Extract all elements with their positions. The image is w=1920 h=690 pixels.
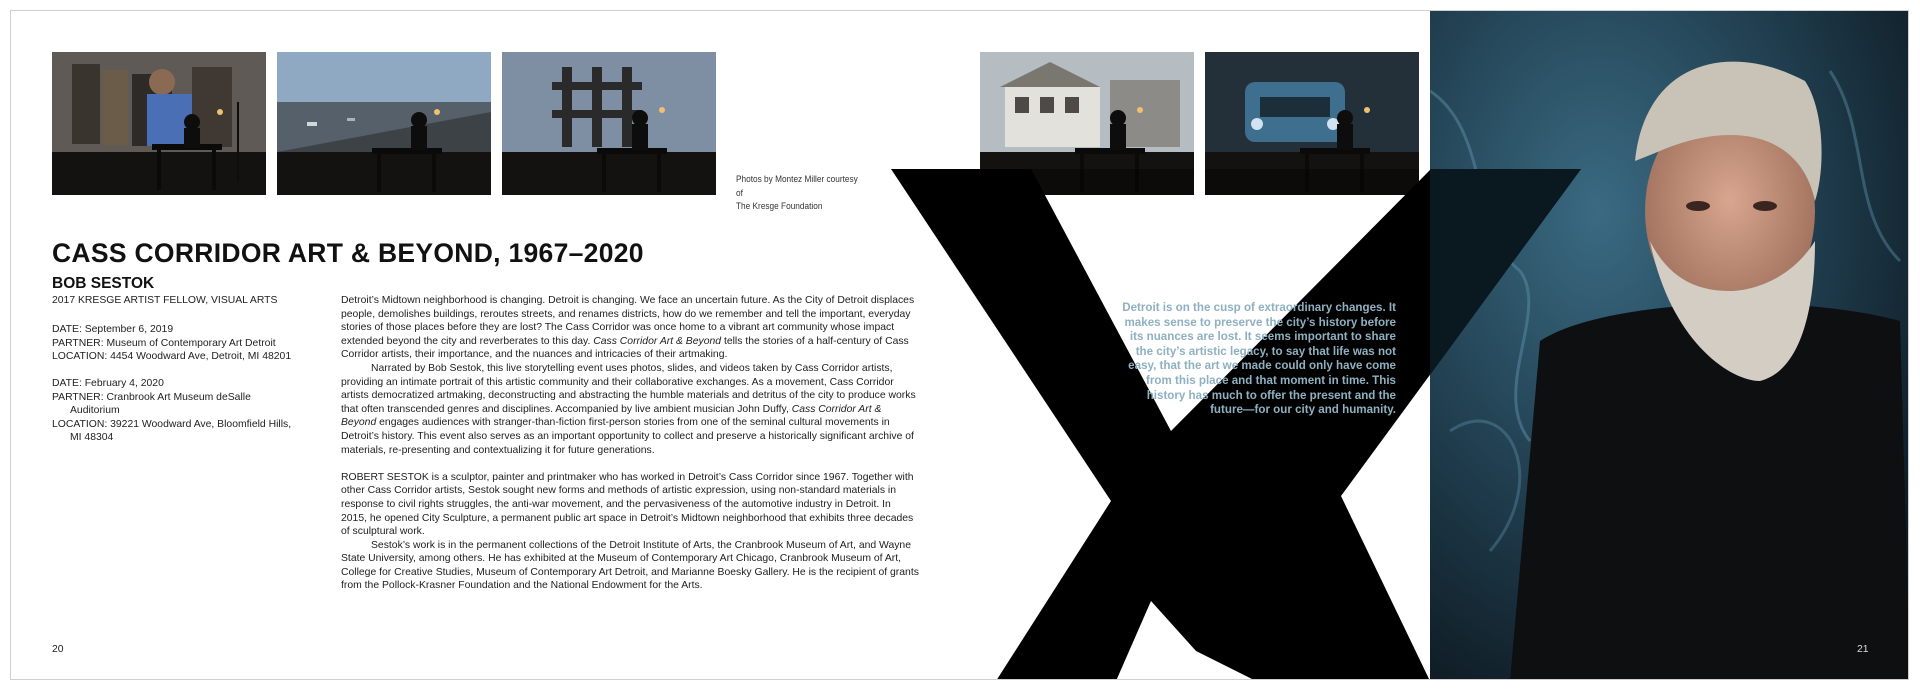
text-run: engages audiences with stranger-than-fiction first-person stories from one of the seminal cultural movements in Detroit’s history. This event also serves as an important opportunity to collect and preserve a historically significant archive of materials, re-presenting and contextualizing it for future generations. [341, 417, 914, 456]
event-date: DATE: February 4, 2020 [52, 378, 164, 389]
caption-line-1: Photos by Montez Miller courtesy of [736, 174, 858, 198]
article-title: CASS CORRIDOR ART & BEYOND, 1967–2020 [52, 238, 644, 268]
x-graphic [11, 11, 1909, 680]
magazine-spread [10, 10, 1909, 680]
page-number-right: 21 [1857, 644, 1869, 655]
pull-quote: Detroit is on the cusp of extraordinary changes. It makes sense to preserve the city’s history before its nuances are lost. It seems important to share the city’s artistic legacy, to say that life was not easy, that the art we made could only have come from this place and that moment in time. This history has much to offer the present and the future—for our city and humanity. [1122, 301, 1396, 417]
text-run: Detroit’s Midtown neighborhood is changing. Detroit is changing. We face an uncertain future. As the City of Detroit displaces people, demolishes buildings, reroutes streets, and renames districts, how do we remember and tell the important, everyday stories of those places before they are lost? The Cass Corridor was once home to a vibrant art community whose impact extended beyond the city and reverberates to this day. [341, 295, 915, 347]
caption-line-2: The Kresge Foundation [736, 201, 823, 211]
text-run: tells the stories of a half-century of Cass Corridor artists, their importance, and the nuances and intricacies of their artmaking. [341, 335, 909, 361]
page-number-left: 20 [52, 644, 64, 655]
event-location-cont: MI 48304 [70, 432, 114, 444]
fellowship-line: 2017 KRESGE ARTIST FELLOW, VISUAL ARTS [52, 295, 278, 306]
bio-paragraph-2: Sestok’s work is in the permanent collections of the Detroit Institute of Arts, the Cranbrook Museum of Art, and Wayne State University, among others. He has exhibited at the Museum of Contemporary Art Chicago, Cranbrook Museum of Art, College for Creative Studies, Museum of Contemporary Art Detroit, and Marianne Boesky Gallery. He is the recipient of grants from the Pollock-Krasner Foundation and the National Endowment for the Arts. [341, 539, 919, 592]
event-partner: PARTNER: Cranbrook Art Museum deSalle [52, 391, 251, 403]
bio-paragraph-1: ROBERT SESTOK is a sculptor, painter and printmaker who has worked in Detroit’s Cass Corridor since 1967. Together with other Cass Corridor artists, Sestok sought new forms and methods of artistic expression, using non-standard materials in response to civil rights struggles, the anti-war movement, and the pervasiveness of the automotive industry in Detroit. In 2015, he opened City Sculpture, a permanent public art space in Detroit’s Midtown neighborhood that exhibits three decades of sculptural work. [341, 471, 914, 538]
italic-title: Cass Corridor Art & Beyond [341, 403, 882, 429]
event-partner: PARTNER: Museum of Contemporary Art Detroit [52, 337, 276, 349]
event-location: LOCATION: 4454 Woodward Ave, Detroit, MI 48201 [52, 351, 292, 363]
event-date: DATE: September 6, 2019 [52, 324, 174, 335]
event-partner-cont: Auditorium [70, 405, 120, 417]
italic-title: Cass Corridor Art & Beyond [593, 335, 722, 347]
text-run: Narrated by Bob Sestok, this live storytelling event uses photos, slides, and videos taken by Cass Corridor artists, providing an intimate portrait of this artistic community and their collaborative exchanges. As a movement, Cass Corridor artists democratized artmaking, deconstructing and abstracting the humble materials and detritus of the city to produce works that often transcended genres and disciplines. Accompanied by live ambient musician John Duffy, [341, 362, 916, 415]
event-location: LOCATION: 39221 Woodward Ave, Bloomfield Hills, [52, 418, 292, 430]
artist-name: BOB SESTOK [52, 275, 155, 292]
